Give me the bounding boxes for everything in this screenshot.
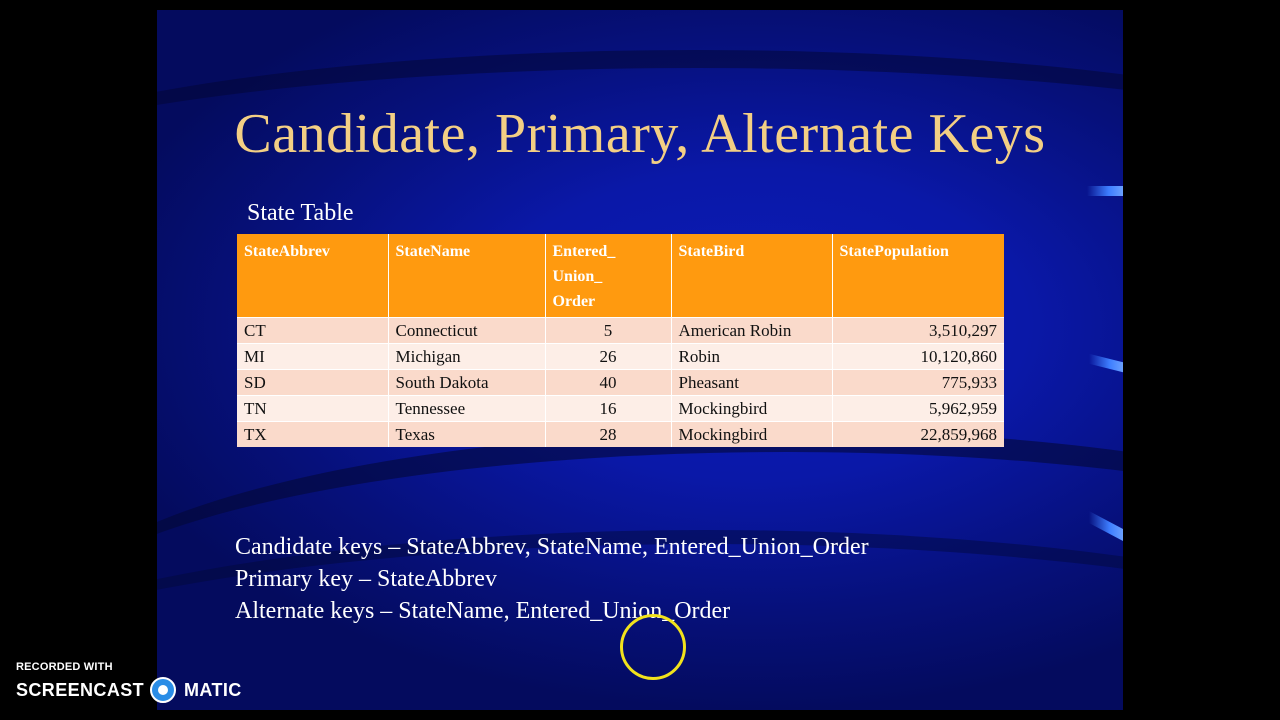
note-alternate-keys: Alternate keys – StateName, Entered_Union_Order — [235, 598, 731, 624]
presentation-slide — [157, 10, 1123, 710]
cell-statebird: Mockingbird — [671, 422, 832, 448]
state-table — [237, 234, 1004, 447]
cell-entered-union-order: 16 — [545, 396, 671, 422]
table-row — [237, 422, 1004, 448]
cell-stateabbrev: CT — [237, 318, 388, 344]
header-line: Union_ — [552, 268, 603, 285]
cell-entered-union-order: 5 — [545, 318, 671, 344]
cell-stateabbrev: TN — [237, 396, 388, 422]
table-row — [237, 344, 1004, 370]
cell-stateabbrev: SD — [237, 370, 388, 396]
background-streak — [1089, 354, 1123, 372]
cell-entered-union-order: 40 — [545, 370, 671, 396]
cell-entered-union-order: 28 — [545, 422, 671, 448]
column-header-statebird: StateBird — [671, 234, 832, 318]
column-header-statepopulation: StatePopulation — [832, 234, 1004, 318]
watermark-recorded-with: RECORDED WITH — [16, 661, 113, 673]
column-header-entered-union-order — [545, 234, 671, 318]
cell-statebird: Mockingbird — [671, 396, 832, 422]
cell-statename: Texas — [388, 422, 545, 448]
cell-statepopulation: 22,859,968 — [832, 422, 1004, 448]
slide-title: Candidate, Primary, Alternate Keys — [234, 103, 1046, 165]
screencast-o-matic-logo-icon — [150, 677, 176, 703]
cell-stateabbrev: TX — [237, 422, 388, 448]
cell-statename: Connecticut — [388, 318, 545, 344]
table-caption: State Table — [247, 200, 354, 226]
cell-statename: South Dakota — [388, 370, 545, 396]
cell-statepopulation: 3,510,297 — [832, 318, 1004, 344]
background-streak — [1087, 186, 1123, 196]
cell-statepopulation: 775,933 — [832, 370, 1004, 396]
cell-stateabbrev: MI — [237, 344, 388, 370]
watermark-word-screencast: SCREENCAST — [16, 680, 145, 700]
cell-statepopulation: 10,120,860 — [832, 344, 1004, 370]
cell-statename: Tennessee — [388, 396, 545, 422]
header-line: Order — [552, 293, 596, 310]
watermark-brand — [16, 677, 242, 703]
cell-statebird: Pheasant — [671, 370, 832, 396]
cell-statebird: American Robin — [671, 318, 832, 344]
cell-statepopulation: 5,962,959 — [832, 396, 1004, 422]
watermark-word-matic: MATIC — [184, 680, 242, 700]
table-row — [237, 370, 1004, 396]
column-header-stateabbrev: StateAbbrev — [237, 234, 388, 318]
table-row — [237, 396, 1004, 422]
key-notes — [235, 531, 869, 627]
cursor-highlight-ring-icon — [620, 614, 686, 680]
cell-entered-union-order: 26 — [545, 344, 671, 370]
recorder-watermark — [16, 660, 242, 703]
cell-statebird: Robin — [671, 344, 832, 370]
table-row — [237, 318, 1004, 344]
note-primary-key: Primary key – StateAbbrev — [235, 566, 497, 592]
table-header-row — [237, 234, 1004, 318]
background-streak — [1089, 511, 1123, 541]
column-header-statename: StateName — [388, 234, 545, 318]
note-candidate-keys: Candidate keys – StateAbbrev, StateName, Entered_Union_Order — [235, 534, 869, 560]
cell-statename: Michigan — [388, 344, 545, 370]
header-line: Entered_ — [552, 243, 616, 260]
